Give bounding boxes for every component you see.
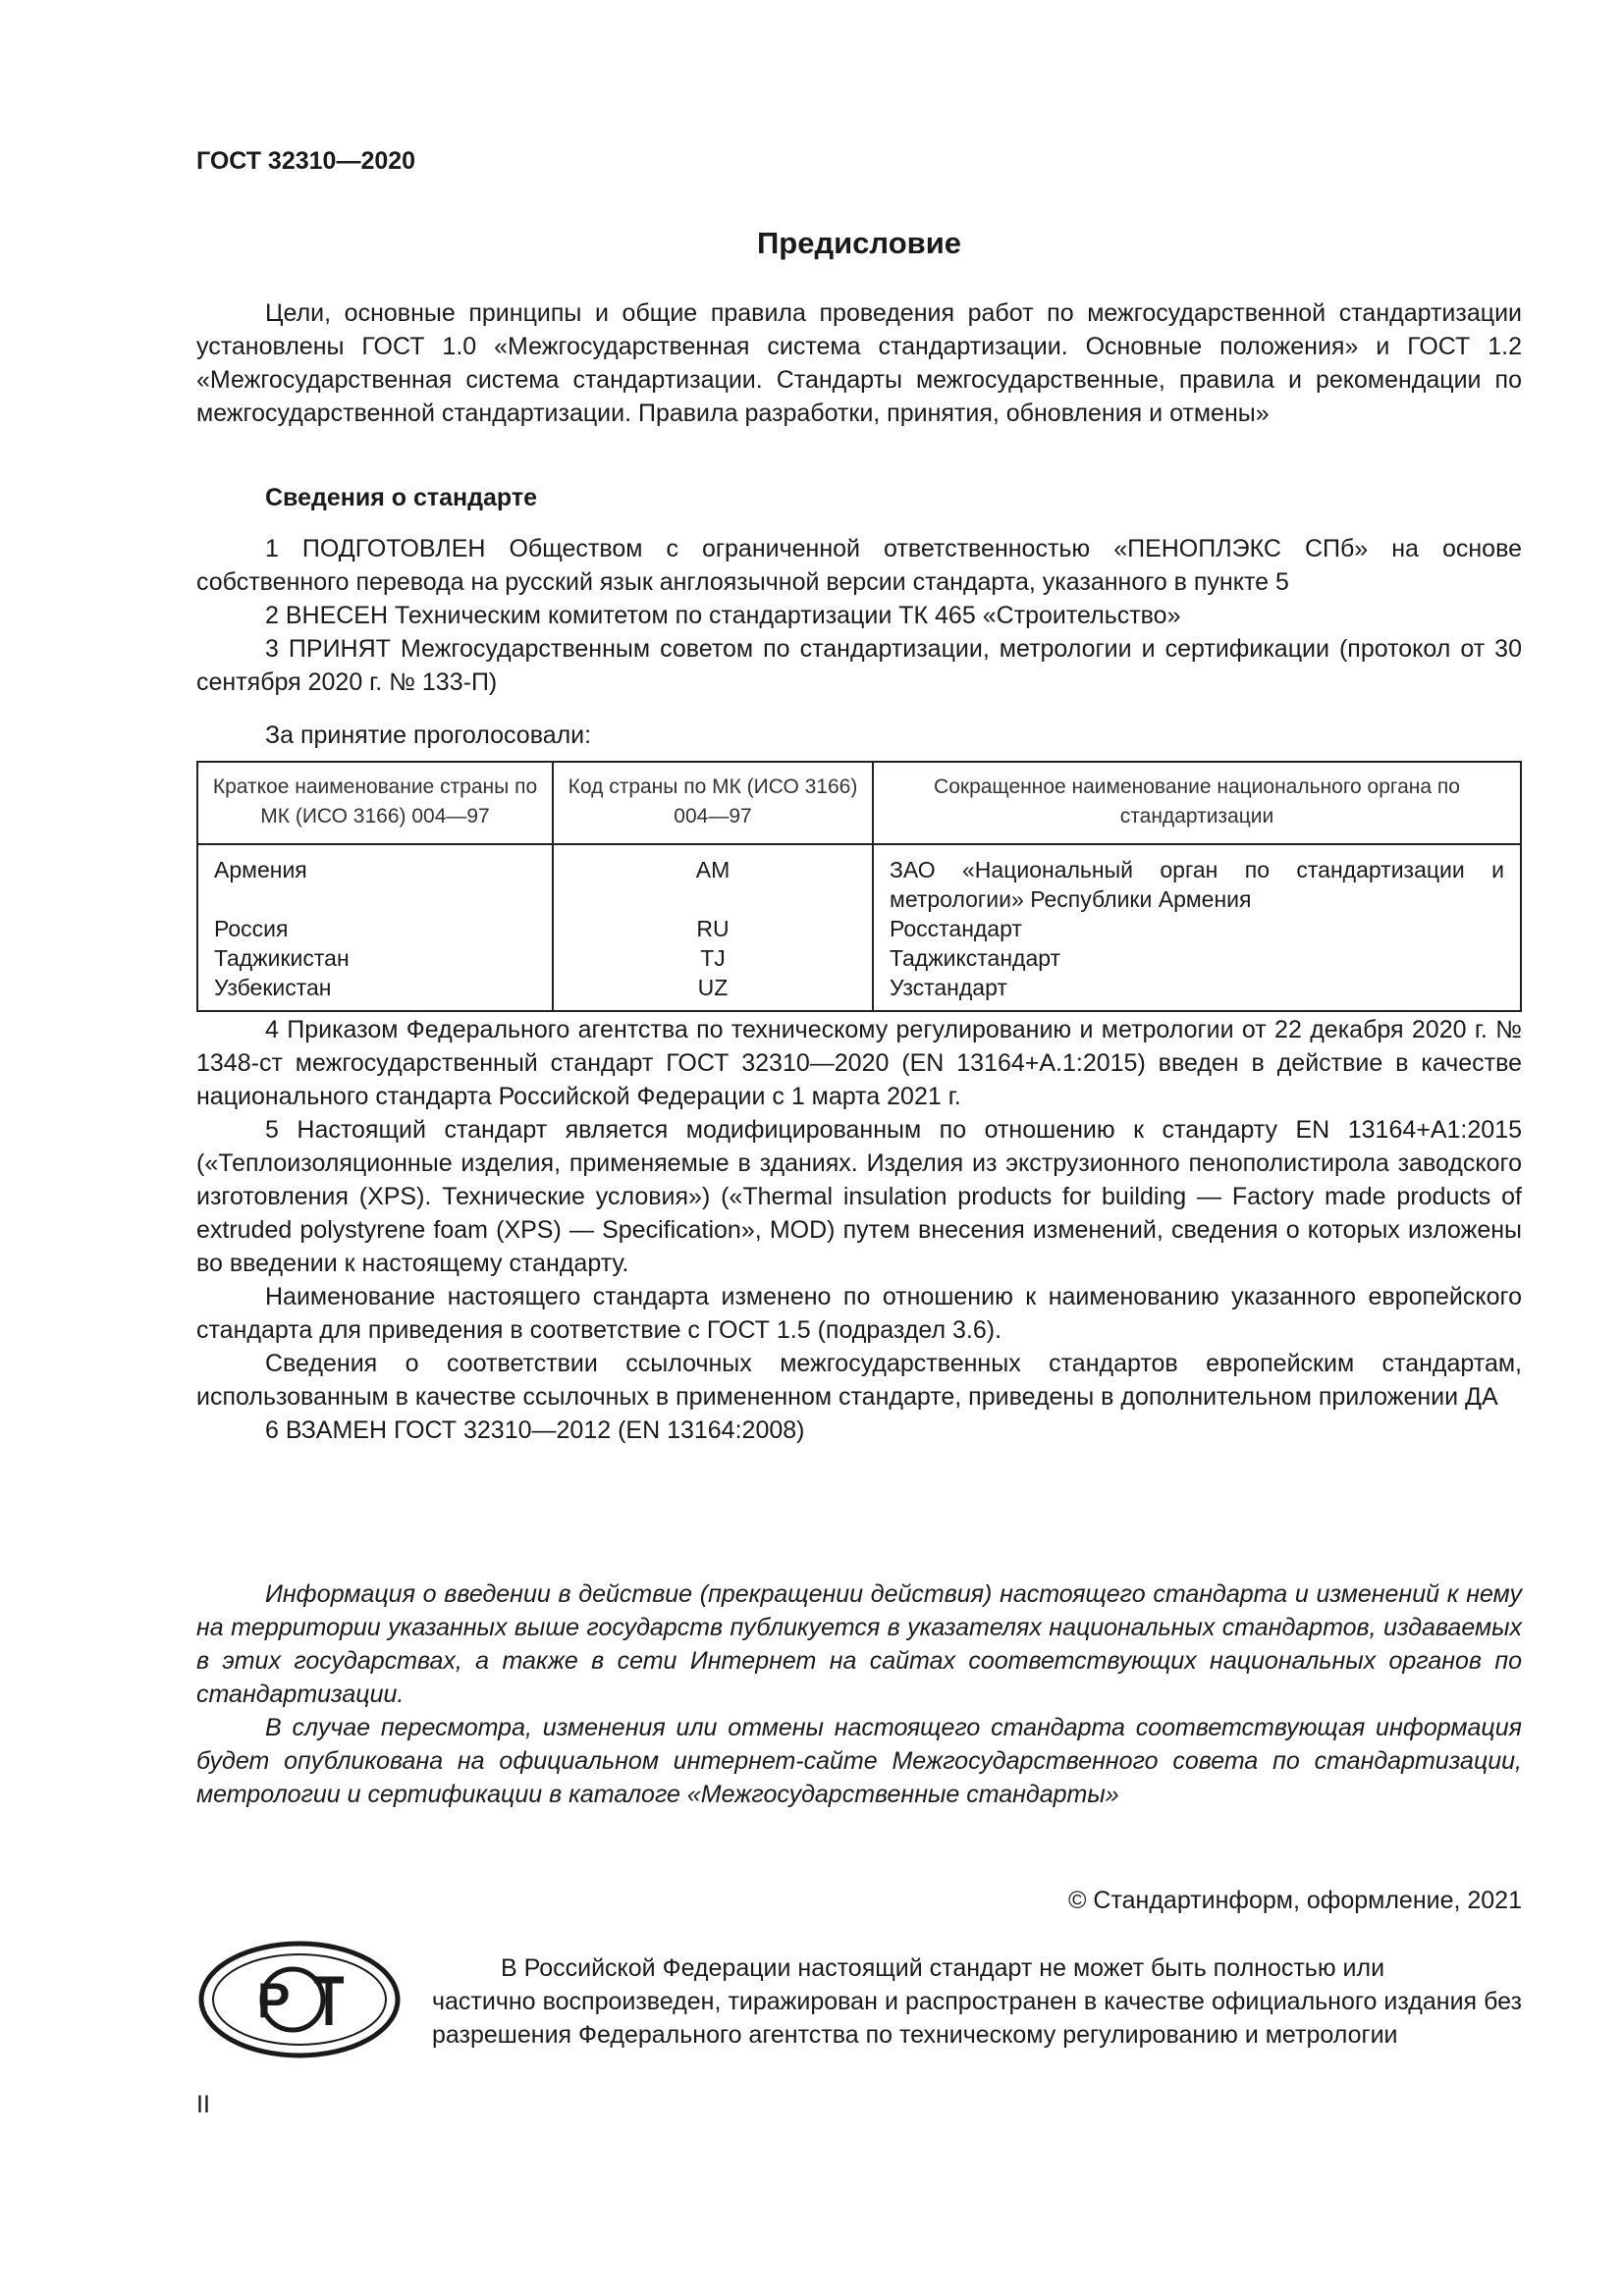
item-6: 6 ВЗАМЕН ГОСТ 32310—2012 (EN 13164:2008) [265, 1416, 805, 1444]
cell-country: Армения [197, 844, 553, 914]
standard-info-continued [196, 1013, 1522, 1447]
item-5-name-change: Наименование настоящего стандарта изменено по отношению к наименованию указанного европейского стандарта для приведения в соответствие с ГОСТ 1.5 (подраздел 3.6). [196, 1283, 1522, 1344]
reproduction-notice [432, 1951, 1522, 2052]
cell-code: UZ [553, 973, 873, 1011]
rst-certification-mark-icon [196, 1939, 403, 2060]
intro-paragraph: Цели, основные принципы и общие правила проведения работ по межгосударственной стандартизации установлены ГОСТ 1.0 «Межгосударственная система стандартизации. Основные положения» и ГОСТ 1.2 «Межгосударственная система стандартизации. Стандарты межгосударственные, правила и рекомендации по межгосударственной стандартизации. Правила разработки, принятия, обновления и отмены» [196, 299, 1522, 427]
item-1: 1 ПОДГОТОВЛЕН Обществом с ограниченной ответственностью «ПЕНОПЛЭКС СПб» на основе собственного перевода на русский язык англоязычной версии стандарта, указанного в пункте 5 [196, 535, 1522, 596]
table-row [197, 943, 1521, 973]
cell-country: Таджикистан [197, 943, 553, 973]
cell-code: TJ [553, 943, 873, 973]
item-2: 2 ВНЕСЕН Техническим комитетом по стандартизации ТК 465 «Строительство» [265, 602, 1181, 629]
item-5: 5 Настоящий стандарт является модифицированным по отношению к стандарту EN 13164+A1:2015 («Теплоизоляционные изделия, применяемые в зданиях. Изделия из экструзионного пенополистирола заводского изготовления (XPS). Технические условия») («Thermal insulation products for building — Factory made products of extruded polystyrene foam (XPS) — Specification», MOD) путем внесения изменений, сведения о которых изложены во введении к настоящему стандарту. [196, 1116, 1522, 1277]
cell-country: Россия [197, 914, 553, 943]
cell-country: Узбекистан [197, 973, 553, 1011]
table-header-row [197, 762, 1521, 844]
document-code: ГОСТ 32310—2020 [196, 147, 416, 175]
column-header-country: Краткое наименование страны по МК (ИСО 3166) 004—97 [197, 762, 553, 844]
item-3: 3 ПРИНЯТ Межгосударственным советом по стандартизации, метрологии и сертификации (протокол от 30 сентября 2020 г. № 133-П) [196, 635, 1522, 696]
cell-code: AM [553, 844, 873, 914]
table-row [197, 914, 1521, 943]
page-number: II [196, 2091, 210, 2118]
notice-line-1: В Российской Федерации настоящий стандарт не может быть полностью или [501, 1954, 1385, 1982]
column-header-code: Код страны по МК (ИСО 3166) 004—97 [553, 762, 873, 844]
notice-rest: частично воспроизведен, тиражирован и распространен в качестве официального издания без разрешения Федерального агентства по техническому регулированию и метрологии [432, 1988, 1522, 2049]
cell-code: RU [553, 914, 873, 943]
item-5-references: Сведения о соответствии ссылочных межгосударственных стандартов европейским стандартам, использованным в качестве ссылочных в примененном стандарте, приведены в дополнительном приложении ДА [196, 1350, 1522, 1411]
column-header-organ: Сокращенное наименование национального органа по стандартизации [873, 762, 1521, 844]
table-row [197, 973, 1521, 1011]
info-paragraph-1: Информация о введении в действие (прекращении действия) настоящего стандарта и изменений к нему на территории указанных выше государств публикуется в указателях национальных стандартов, издаваемых в этих государствах, а также в сети Интернет на сайтах соответствующих национальных органов по стандартизации. [196, 1580, 1522, 1708]
intro-block [196, 296, 1522, 430]
copyright: © Стандартинформ, оформление, 2021 [1068, 1887, 1522, 1914]
info-paragraph-2: В случае пересмотра, изменения или отмены настоящего стандарта соответствующая информация будет опубликована на официальном интернет-сайте Межгосударственного совета по стандартизации, метрологии и сертификации в каталоге «Межгосударственные стандарты» [196, 1714, 1522, 1808]
voted-label: За принятие проголосовали: [265, 721, 592, 749]
info-notice-block [196, 1577, 1522, 1811]
voting-countries-table [196, 761, 1522, 1012]
section-heading: Сведения о стандарте [265, 484, 538, 511]
page-title: Предисловие [756, 226, 961, 260]
item-4: 4 Приказом Федерального агентства по техническому регулированию и метрологии от 22 декабря 2020 г. № 1348-ст межгосударственный стандарт ГОСТ 32310—2020 (EN 13164+A.1:2015) введен в действие в качестве национального стандарта Российской Федерации с 1 марта 2021 г. [196, 1016, 1522, 1110]
cell-organ: Таджикстандарт [873, 943, 1521, 973]
standard-info-block [196, 481, 1522, 752]
cell-organ: ЗАО «Национальный орган по стандартизации и метрологии» Республики Армения [873, 844, 1521, 914]
table-row [197, 844, 1521, 914]
svg-text:P: P [257, 1973, 291, 2028]
cell-organ: Узстандарт [873, 973, 1521, 1011]
cell-organ: Росстандарт [873, 914, 1521, 943]
